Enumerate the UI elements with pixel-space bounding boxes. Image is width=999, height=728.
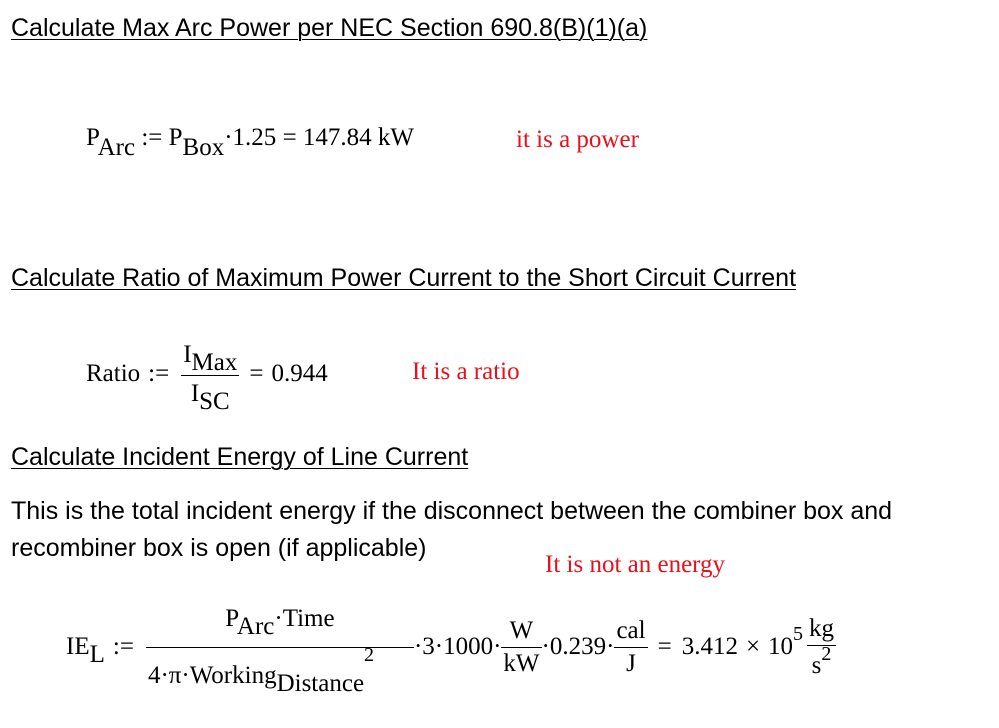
p-box-var: P — [168, 124, 183, 151]
energy-main-fraction — [146, 604, 414, 697]
times-sign: × — [745, 633, 761, 660]
cal-unit: cal — [616, 616, 646, 644]
distance-sub: Distance — [276, 669, 365, 697]
multiplier: ·1.25 — [224, 124, 277, 151]
p-arc-sub: Arc — [236, 612, 275, 640]
kw-unit: kW — [503, 649, 540, 677]
ratio-equation — [86, 329, 328, 419]
description-line-2: recombiner box is open (if applicable) — [11, 534, 427, 562]
i-sc-sub: SC — [199, 387, 230, 415]
cal-per-j-fraction — [614, 617, 647, 678]
equals-sign: = — [282, 124, 297, 151]
i-max-var: I — [183, 340, 192, 368]
w-per-kw-fraction — [501, 617, 541, 678]
section-heading-incident-energy: Calculate Incident Energy of Line Current — [11, 443, 469, 471]
den-prefix: 4·π·Working — [147, 661, 277, 689]
ratio-fraction — [181, 340, 239, 415]
equals-sign: = — [657, 633, 672, 660]
p-arc-var: P — [86, 124, 98, 151]
kg-per-s2-fraction — [807, 615, 836, 680]
result-exponent: 5 — [793, 622, 804, 645]
kg-unit: kg — [809, 614, 835, 642]
i-sc-var: I — [190, 379, 200, 407]
note-ratio: It is a ratio — [412, 358, 520, 385]
assign-op: := — [141, 124, 163, 151]
ratio-var: Ratio — [86, 360, 141, 387]
ratio-result: 0.944 — [271, 360, 328, 387]
ie-sub: L — [89, 641, 105, 668]
multiplier-2: ·0.239· — [541, 633, 615, 660]
note-power: it is a power — [516, 126, 639, 153]
description-line-1: This is the total incident energy if the disconnect between the combiner box and — [11, 497, 893, 525]
note-energy: It is not an energy — [545, 551, 726, 578]
i-max-sub: Max — [191, 348, 238, 376]
incident-energy-equation — [66, 592, 836, 702]
assign-op: := — [112, 633, 134, 660]
arc-power-equation — [86, 124, 415, 161]
section-heading-arc-power: Calculate Max Arc Power per NEC Section 690.8(B)(1)(a) — [11, 14, 648, 42]
p-arc-var: P — [225, 604, 237, 632]
result-base: 10 — [768, 633, 794, 660]
arc-power-result: 147.84 kW — [302, 124, 415, 151]
multiplier-1: ·3·1000· — [413, 633, 502, 660]
p-arc-sub: Arc — [97, 134, 136, 161]
distance-exp: 2 — [364, 643, 375, 666]
assign-op: := — [148, 360, 170, 387]
ie-var: IE — [66, 633, 90, 660]
s-unit: s — [811, 651, 822, 679]
j-unit: J — [626, 649, 636, 677]
time-factor: ·Time — [274, 604, 335, 632]
section-heading-ratio: Calculate Ratio of Maximum Power Current to the Short Circuit Current — [11, 264, 797, 292]
p-box-sub: Box — [182, 134, 225, 161]
result-mantissa: 3.412 — [681, 633, 738, 660]
s-exponent: 2 — [821, 642, 832, 665]
equals-sign: = — [249, 360, 264, 387]
w-unit: W — [509, 616, 534, 644]
